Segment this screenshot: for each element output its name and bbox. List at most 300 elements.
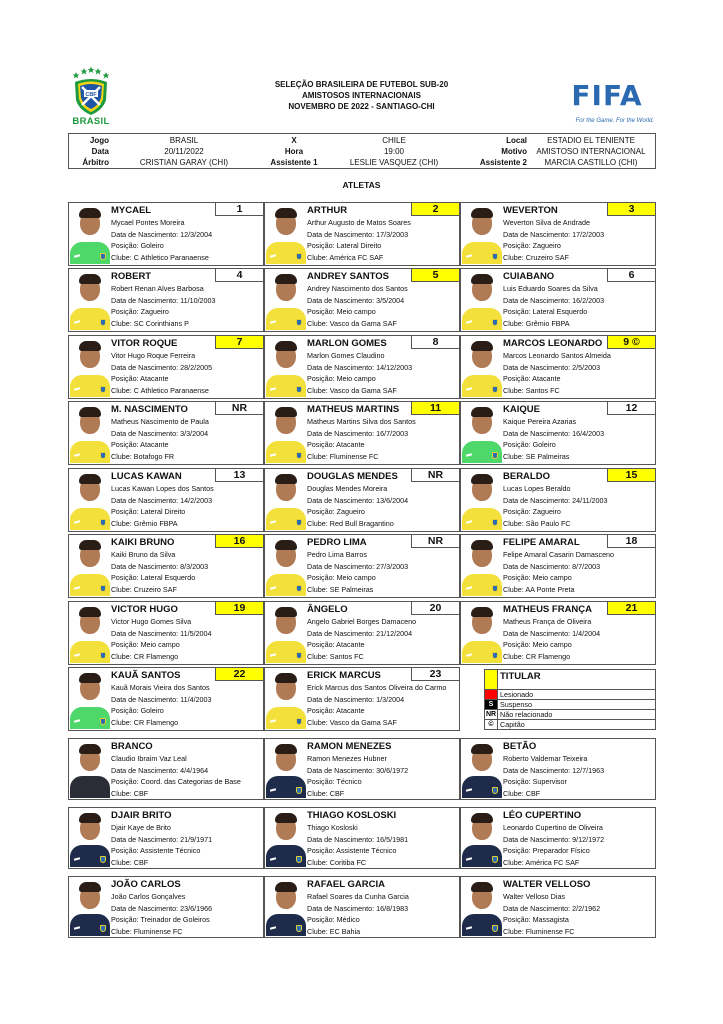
player-number-badge: 3 <box>607 203 655 216</box>
player-number-badge: 4 <box>215 269 263 282</box>
legend-row <box>485 709 655 719</box>
player-position: Posição: Atacante <box>111 374 169 383</box>
player-nickname: LUCAS KAWAN <box>111 471 182 482</box>
player-full-name: Andrey Nascimento dos Santos <box>307 284 408 293</box>
player-full-name: Vitor Hugo Roque Ferreira <box>111 351 196 360</box>
player-nickname: ÂNGELO <box>307 604 348 615</box>
player-number-badge: 15 <box>607 469 655 482</box>
staff-position: Posição: Treinador de Goleiros <box>111 915 210 924</box>
staff-info <box>503 809 653 868</box>
person-photo <box>266 271 306 330</box>
player-full-name: Felipe Amaral Casarin Damasceno <box>503 550 615 559</box>
player-position: Posição: Meio campo <box>503 640 572 649</box>
staff-card <box>68 738 264 800</box>
player-full-name: Arthur Augusto de Matos Soares <box>307 218 411 227</box>
cbf-badge-icon <box>492 452 498 459</box>
player-card <box>68 534 264 598</box>
player-club: Clube: Grêmio FBPA <box>503 318 570 328</box>
player-birth-date: Data de Nascimento: 3/3/2004 <box>111 428 209 438</box>
person-photo <box>266 338 306 397</box>
player-birth-date: Data de Nascimento: 1/4/2004 <box>503 628 601 638</box>
player-club: Clube: Cruzeiro SAF <box>503 252 569 262</box>
player-club: Clube: SC Corinthians P <box>111 318 189 328</box>
staff-card <box>460 807 656 869</box>
legend-row <box>485 699 655 709</box>
player-club: Clube: CR Flamengo <box>111 651 179 661</box>
player-card <box>264 667 460 731</box>
cbf-badge-icon <box>492 925 498 932</box>
cbf-badge-icon <box>100 319 106 326</box>
player-card <box>68 401 264 465</box>
player-birth-date: Data de Nascimento: 14/12/2003 <box>307 362 413 372</box>
match-info-row <box>69 157 655 168</box>
cbf-badge-icon <box>492 652 498 659</box>
match-info-value: ESTADIO EL TENIENTE <box>547 136 635 145</box>
person-photo <box>70 404 110 463</box>
staff-card <box>264 738 460 800</box>
staff-club: Clube: América FC SAF <box>503 857 580 867</box>
staff-nickname: RAFAEL GARCIA <box>307 879 385 890</box>
player-birth-date: Data de Nascimento: 12/3/2004 <box>111 229 213 239</box>
cbf-badge-icon <box>492 519 498 526</box>
staff-birth-date: Data de Nascimento: 16/8/1983 <box>307 903 409 913</box>
person-photo <box>462 604 502 663</box>
cbf-badge-icon <box>296 718 302 725</box>
staff-info <box>111 809 261 868</box>
person-photo <box>266 537 306 596</box>
player-card <box>460 401 656 465</box>
player-card <box>264 601 460 665</box>
staff-info <box>503 878 653 937</box>
fifa-logo-text: FIFA <box>571 79 643 112</box>
staff-full-name: Djair Kaye de Brito <box>111 823 171 832</box>
player-full-name: Pedro Lima Barros <box>307 550 367 559</box>
player-position: Posição: Lateral Esquerdo <box>111 573 196 582</box>
match-info-value: X <box>291 136 297 145</box>
player-full-name: Marlon Gomes Claudino <box>307 351 385 360</box>
player-nickname: KAIKI BRUNO <box>111 537 175 548</box>
staff-nickname: JOÃO CARLOS <box>111 879 181 890</box>
staff-card <box>460 876 656 938</box>
player-full-name: Matheus França de Oliveira <box>503 617 592 626</box>
person-photo <box>462 271 502 330</box>
staff-club: Clube: EC Bahia <box>307 926 361 936</box>
title-line-3: NOVEMBRO DE 2022 - SANTIAGO-CHI <box>288 102 435 111</box>
player-card <box>264 335 460 399</box>
cbf-badge-icon <box>492 386 498 393</box>
cbf-badge-icon <box>296 519 302 526</box>
player-nickname: FELIPE AMARAL <box>503 537 580 548</box>
player-position: Posição: Atacante <box>111 440 169 449</box>
player-club: Clube: Santos FC <box>307 651 364 661</box>
player-position: Posição: Zagueiro <box>111 307 169 316</box>
person-photo <box>70 670 110 729</box>
player-number-badge: 18 <box>607 535 655 548</box>
legend-row <box>485 689 655 699</box>
cbf-badge-icon <box>296 787 302 794</box>
hair-icon <box>275 673 297 683</box>
hair-icon <box>471 274 493 284</box>
player-nickname: ROBERT <box>111 271 152 282</box>
staff-info <box>307 878 457 937</box>
player-number-badge: 19 <box>215 602 263 615</box>
person-photo <box>462 537 502 596</box>
hair-icon <box>275 540 297 550</box>
legend-swatch: S <box>485 700 498 709</box>
player-position: Posição: Zagueiro <box>503 507 561 516</box>
player-club: Clube: AA Ponte Preta <box>503 584 575 594</box>
player-birth-date: Data de Nascimento: 13/6/2004 <box>307 495 409 505</box>
cbf-badge-icon <box>296 652 302 659</box>
cbf-badge-icon <box>296 856 302 863</box>
cbf-badge-icon <box>296 585 302 592</box>
hair-icon <box>275 341 297 351</box>
player-birth-date: Data de Nascimento: 8/3/2003 <box>111 561 209 571</box>
hair-icon <box>471 208 493 218</box>
player-number-badge: 16 <box>215 535 263 548</box>
player-birth-date: Data de Nascimento: 11/4/2003 <box>111 694 212 704</box>
staff-card <box>264 876 460 938</box>
player-position: Posição: Meio campo <box>111 640 180 649</box>
match-info-label: Local <box>506 136 527 145</box>
player-birth-date: Data de Nascimento: 11/5/2004 <box>111 628 212 638</box>
player-full-name: Douglas Mendes Moreira <box>307 484 388 493</box>
player-number-badge: 1 <box>215 203 263 216</box>
staff-full-name: Leonardo Cupertino de Oliveira <box>503 823 603 832</box>
player-number-badge: 21 <box>607 602 655 615</box>
staff-position: Posição: Médico <box>307 915 360 924</box>
player-club: Clube: Cruzeiro SAF <box>111 584 177 594</box>
player-card <box>264 268 460 332</box>
person-photo <box>462 879 502 936</box>
player-card <box>264 202 460 266</box>
legend-label: Capitão <box>500 720 525 729</box>
legend-label: TITULAR <box>500 671 541 682</box>
cbf-badge-icon <box>296 319 302 326</box>
player-full-name: Mycael Pontes Moreira <box>111 218 185 227</box>
hair-icon <box>471 407 493 417</box>
player-nickname: MARLON GOMES <box>307 338 387 349</box>
match-info-value: MARCIA CASTILLO (CHI) <box>544 158 638 167</box>
player-nickname: M. NASCIMENTO <box>111 404 188 415</box>
player-birth-date: Data de Nascimento: 8/7/2003 <box>503 561 601 571</box>
player-club: Clube: Red Bull Bragantino <box>307 518 394 528</box>
person-photo <box>462 205 502 264</box>
match-info-label: Assistente 1 <box>270 158 318 167</box>
staff-club: Clube: Fluminense FC <box>503 926 575 936</box>
legend-swatch: NR <box>485 711 497 718</box>
staff-info <box>307 809 457 868</box>
player-number-badge: 22 <box>215 668 263 681</box>
staff-birth-date: Data de Nascimento: 2/2/1962 <box>503 903 601 913</box>
person-photo <box>266 741 306 798</box>
player-club: Clube: CR Flamengo <box>503 651 571 661</box>
match-info-value: 19:00 <box>383 147 405 156</box>
player-birth-date: Data de Nascimento: 21/12/2004 <box>307 628 413 638</box>
player-birth-date: Data de Nascimento: 3/5/2004 <box>307 295 405 305</box>
staff-full-name: Thiago Kosloski <box>307 823 358 832</box>
match-info-value: BRASIL <box>169 136 199 145</box>
player-number-badge: NR <box>215 402 263 415</box>
match-info-label: Motivo <box>501 147 527 156</box>
player-card <box>460 268 656 332</box>
player-nickname: VITOR ROQUE <box>111 338 178 349</box>
player-position: Posição: Meio campo <box>307 307 376 316</box>
staff-info <box>307 740 457 799</box>
player-number-badge: 7 <box>215 336 263 349</box>
staff-birth-date: Data de Nascimento: 30/6/1972 <box>307 765 409 775</box>
svg-text:CBF: CBF <box>85 92 97 98</box>
player-number-badge: 13 <box>215 469 263 482</box>
legend-row <box>485 670 655 689</box>
player-birth-date: Data de Nascimento: 14/2/2003 <box>111 495 213 505</box>
staff-club: Clube: CBF <box>111 857 149 867</box>
staff-position: Posição: Técnico <box>307 777 362 786</box>
player-position: Posição: Atacante <box>307 706 365 715</box>
legend-swatch <box>485 670 498 689</box>
person-photo <box>70 338 110 397</box>
legend-label: Suspenso <box>500 700 532 709</box>
staff-birth-date: Data de Nascimento: 21/9/1971 <box>111 834 213 844</box>
player-nickname: MATHEUS FRANÇA <box>503 604 593 615</box>
staff-card <box>68 876 264 938</box>
player-club: Clube: C Athletico Paranaense <box>111 252 209 262</box>
hair-icon <box>79 208 101 218</box>
staff-card <box>460 738 656 800</box>
player-full-name: Luis Eduardo Soares da Silva <box>503 284 598 293</box>
player-birth-date: Data de Nascimento: 2/5/2003 <box>503 362 601 372</box>
player-birth-date: Data de Nascimento: 27/3/2003 <box>307 561 409 571</box>
hair-icon <box>471 882 493 892</box>
staff-birth-date: Data de Nascimento: 9/12/1972 <box>503 834 605 844</box>
hair-icon <box>79 813 101 823</box>
staff-full-name: Claudio Ibraim Vaz Leal <box>111 754 187 763</box>
staff-nickname: LÉO CUPERTINO <box>503 810 582 821</box>
player-full-name: Lucas Kawan Lopes dos Santos <box>111 484 214 493</box>
player-club: Clube: Vasco da Gama SAF <box>307 717 397 727</box>
legend-row <box>485 719 655 729</box>
title-line-1: SELEÇÃO BRASILEIRA DE FUTEBOL SUB-20 <box>274 80 449 89</box>
hair-icon <box>275 607 297 617</box>
player-card <box>68 667 264 731</box>
match-info-table <box>68 133 656 169</box>
hair-icon <box>79 744 101 754</box>
player-birth-date: Data de Nascimento: 16/4/2003 <box>503 428 605 438</box>
staff-card <box>68 807 264 869</box>
player-full-name: Matheus Martins Silva dos Santos <box>307 417 416 426</box>
player-full-name: Victor Hugo Gomes Silva <box>111 617 192 626</box>
staff-position: Posição: Assistente Técnico <box>307 846 397 855</box>
cbf-badge-icon <box>100 585 106 592</box>
cbf-badge-icon <box>296 925 302 932</box>
person-photo <box>462 810 502 867</box>
legend-label: Lesionado <box>500 690 534 699</box>
cbf-badge-icon <box>492 585 498 592</box>
staff-nickname: WALTER VELLOSO <box>503 879 591 890</box>
staff-position: Posição: Assistente Técnico <box>111 846 201 855</box>
player-position: Posição: Zagueiro <box>503 241 561 250</box>
player-club: Clube: Fluminense FC <box>307 451 379 461</box>
player-card <box>460 601 656 665</box>
player-nickname: ERICK MARCUS <box>307 670 381 681</box>
player-full-name: Matheus Nascimento de Paula <box>111 417 209 426</box>
player-number-badge: 9 © <box>607 336 655 349</box>
player-card <box>264 468 460 532</box>
player-nickname: ANDREY SANTOS <box>307 271 389 282</box>
person-photo <box>266 879 306 936</box>
staff-nickname: BETÃO <box>503 741 537 752</box>
shirt-icon <box>70 776 110 798</box>
staff-club: Clube: Fluminense FC <box>111 926 183 936</box>
player-position: Posição: Atacante <box>307 440 365 449</box>
player-nickname: CUIABANO <box>503 271 555 282</box>
player-full-name: Lucas Lopes Beraldo <box>503 484 571 493</box>
person-photo <box>70 537 110 596</box>
person-photo <box>70 271 110 330</box>
match-info-row <box>69 135 655 146</box>
cbf-logo <box>68 66 114 130</box>
staff-club: Clube: CBF <box>307 788 345 798</box>
section-title-atletas: ATLETAS <box>342 180 381 190</box>
staff-full-name: Rafael Soares da Cunha Garcia <box>307 892 409 901</box>
player-number-badge: 6 <box>607 269 655 282</box>
staff-birth-date: Data de Nascimento: 4/4/1964 <box>111 765 209 775</box>
player-nickname: KAIQUE <box>503 404 540 415</box>
match-info-value: 20/11/2022 <box>164 147 204 156</box>
cbf-badge-icon <box>296 253 302 260</box>
player-nickname: MATHEUS MARTINS <box>307 404 400 415</box>
hair-icon <box>275 474 297 484</box>
hair-icon <box>471 474 493 484</box>
hair-icon <box>275 813 297 823</box>
cbf-crest-icon <box>68 66 114 116</box>
person-photo <box>70 741 110 798</box>
player-position: Posição: Atacante <box>503 374 561 383</box>
hair-icon <box>79 341 101 351</box>
hair-icon <box>79 407 101 417</box>
fifa-tagline: For the Game. For the World. <box>575 118 654 124</box>
hair-icon <box>79 474 101 484</box>
hair-icon <box>471 607 493 617</box>
cbf-badge-icon <box>296 452 302 459</box>
staff-birth-date: Data de Nascimento: 16/5/1981 <box>307 834 409 844</box>
player-position: Posição: Meio campo <box>307 374 376 383</box>
player-number-badge: 23 <box>411 668 459 681</box>
match-info-label: Árbitro <box>82 158 109 167</box>
player-number-badge: NR <box>411 469 459 482</box>
player-nickname: PEDRO LIMA <box>307 537 367 548</box>
person-photo <box>462 741 502 798</box>
staff-card <box>264 807 460 869</box>
player-position: Posição: Meio campo <box>307 573 376 582</box>
staff-position: Posição: Preparador Físico <box>503 846 590 855</box>
staff-position: Posição: Coord. das Categorias de Base <box>111 777 241 786</box>
match-info-label: Jogo <box>89 136 109 145</box>
match-info-value: CHILE <box>382 136 406 145</box>
person-photo <box>70 205 110 264</box>
player-card <box>68 468 264 532</box>
legend-swatch: © <box>485 720 498 729</box>
player-club: Clube: Vasco da Gama SAF <box>307 385 397 395</box>
player-position: Posição: Goleiro <box>111 241 164 250</box>
cbf-badge-icon <box>492 253 498 260</box>
hair-icon <box>275 407 297 417</box>
player-nickname: VICTOR HUGO <box>111 604 178 615</box>
player-nickname: ARTHUR <box>307 205 348 216</box>
player-card <box>68 202 264 266</box>
player-birth-date: Data de Nascimento: 16/7/2003 <box>307 428 409 438</box>
player-card <box>68 335 264 399</box>
staff-position: Posição: Supervisor <box>503 777 567 786</box>
hair-icon <box>79 673 101 683</box>
legend-label: Não relacionado <box>500 710 553 719</box>
player-position: Posição: Lateral Direito <box>111 507 186 516</box>
player-position: Posição: Atacante <box>307 640 365 649</box>
cbf-logo-text: BRASIL <box>72 116 110 127</box>
player-birth-date: Data de Nascimento: 16/2/2003 <box>503 295 605 305</box>
player-full-name: Erick Marcus dos Santos Oliveira do Carmo <box>307 683 447 692</box>
player-birth-date: Data de Nascimento: 17/2/2003 <box>503 229 605 239</box>
player-nickname: KAUÃ SANTOS <box>111 670 181 681</box>
player-birth-date: Data de Nascimento: 11/10/2003 <box>111 295 216 305</box>
staff-nickname: BRANCO <box>111 741 153 752</box>
player-nickname: BERALDO <box>503 471 550 482</box>
cbf-badge-icon <box>100 519 106 526</box>
player-number-badge: 2 <box>411 203 459 216</box>
player-club: Clube: Botafogo FR <box>111 451 175 461</box>
player-club: Clube: Santos FC <box>503 385 560 395</box>
hair-icon <box>275 274 297 284</box>
match-info-value: LESLIE VASQUEZ (CHI) <box>349 158 439 167</box>
hair-icon <box>79 607 101 617</box>
player-number-badge: 8 <box>411 336 459 349</box>
player-full-name: Kaique Pereira Azarias <box>503 417 577 426</box>
hair-icon <box>275 208 297 218</box>
staff-position: Posição: Massagista <box>503 915 569 924</box>
person-photo <box>266 404 306 463</box>
staff-club: Clube: CBF <box>111 788 149 798</box>
staff-birth-date: Data de Nascimento: 12/7/1963 <box>503 765 605 775</box>
staff-full-name: Ramon Menezes Hubner <box>307 754 387 763</box>
player-club: Clube: C Athletico Paranaense <box>111 385 209 395</box>
cbf-badge-icon <box>100 452 106 459</box>
hair-icon <box>275 882 297 892</box>
cbf-badge-icon <box>492 787 498 794</box>
staff-nickname: RAMON MENEZES <box>307 741 392 752</box>
player-birth-date: Data de Nascimento: 24/11/2003 <box>503 495 608 505</box>
player-club: Clube: Grêmio FBPA <box>111 518 178 528</box>
player-nickname: MYCAEL <box>111 205 152 216</box>
match-info-label: Assistente 2 <box>479 158 527 167</box>
player-club: Clube: São Paulo FC <box>503 518 571 528</box>
hair-icon <box>471 540 493 550</box>
person-photo <box>266 205 306 264</box>
staff-club: Clube: CBF <box>503 788 541 798</box>
player-full-name: Kaiki Bruno da Silva <box>111 550 176 559</box>
hair-icon <box>471 744 493 754</box>
hair-icon <box>471 813 493 823</box>
staff-info <box>111 878 261 937</box>
player-full-name: Marcos Leonardo Santos Almeida <box>503 351 611 360</box>
player-nickname: DOUGLAS MENDES <box>307 471 398 482</box>
player-birth-date: Data de Nascimento: 17/3/2003 <box>307 229 409 239</box>
player-full-name: Robert Renan Alves Barbosa <box>111 284 204 293</box>
fifa-logo <box>560 80 654 128</box>
player-card <box>68 601 264 665</box>
staff-full-name: Roberto Valdemar Teixeira <box>503 754 588 763</box>
cbf-badge-icon <box>100 386 106 393</box>
hair-icon <box>79 540 101 550</box>
